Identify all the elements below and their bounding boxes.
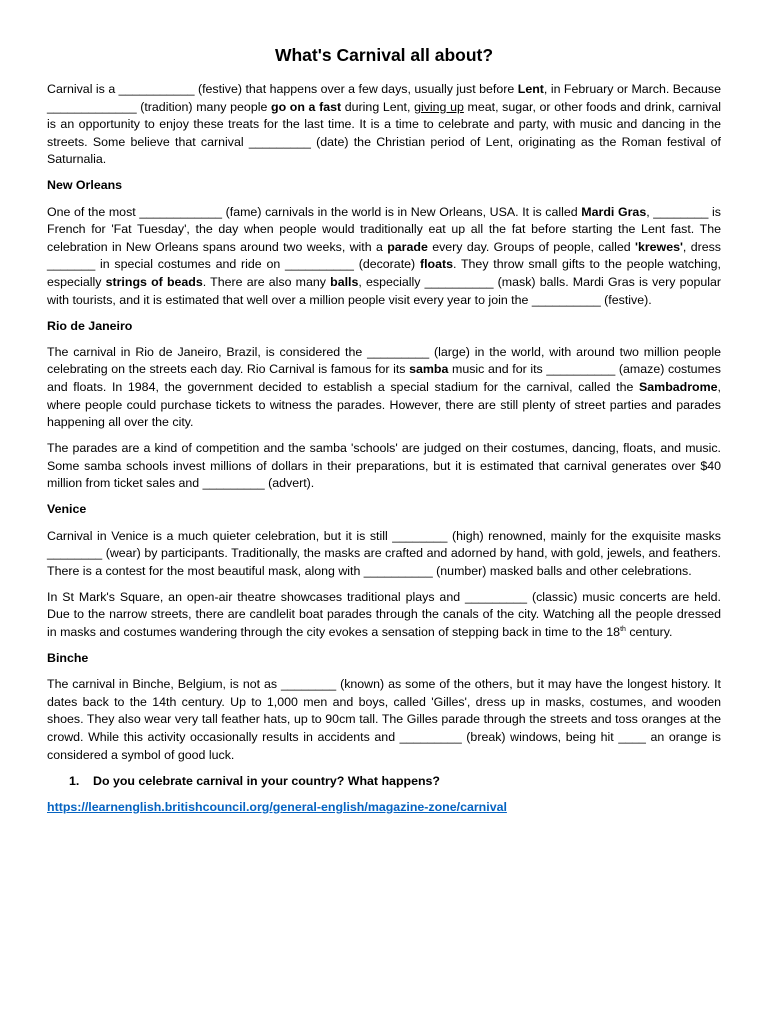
section-heading-new-orleans: New Orleans bbox=[47, 178, 123, 193]
rio-paragraph-1 bbox=[47, 344, 721, 432]
section-heading-venice: Venice bbox=[47, 502, 87, 517]
bold-term-samba: samba bbox=[409, 362, 449, 377]
new-orleans-paragraph bbox=[47, 204, 721, 310]
rio-paragraph-2: The parades are a kind of competition and the samba 'schools' are judged on their costumes, dancing, floats, and music. Some samba schools invest millions of dollars in their preparations, but it is estimated that carnival generates over $40 million from ticket sales and _________ (advert). bbox=[47, 441, 721, 491]
bold-term-sambadrome: Sambadrome bbox=[639, 379, 718, 394]
bold-term-parade: parade bbox=[387, 239, 428, 254]
paragraph-text: music and for its __________ (amaze) costumes and floats. In 1984, the government decided to establish a special stadium for the carnival, called the bbox=[47, 362, 721, 394]
paragraph-text: . They throw small gifts to the people watching, especially bbox=[47, 257, 721, 289]
venice-paragraph-2 bbox=[47, 589, 721, 642]
underlined-term-giving-up: giving up bbox=[414, 99, 464, 114]
bold-term-go-on-a-fast: go on a fast bbox=[271, 99, 342, 114]
superscript-th: th bbox=[620, 625, 626, 633]
bold-term-krewes: 'krewes' bbox=[635, 239, 683, 254]
paragraph-text: century. bbox=[625, 625, 673, 640]
venice-paragraph-1: Carnival in Venice is a much quieter celebration, but it is still ________ (high) renowned, mainly for the exquisite masks ________ (wear) by participants. Traditionally, the masks are crafted and adorned by hand, with gold, jewels, and feathers. There is a contest for the most beautiful mask, along with __________ (number) masked balls and other celebrations. bbox=[47, 528, 721, 578]
intro-text: during Lent, bbox=[341, 99, 415, 114]
intro-paragraph bbox=[47, 81, 721, 169]
bold-term-mardi-gras: Mardi Gras bbox=[581, 204, 647, 219]
section-heading-binche: Binche bbox=[47, 651, 89, 666]
paragraph-text: every day. Groups of people, called bbox=[427, 239, 635, 254]
paragraph-text: , ________ is French for 'Fat Tuesday', the day when people would traditionally eat up all the fat before starting the Lent fast. The celebration in New Orleans spans around two weeks, with a bbox=[47, 204, 721, 254]
paragraph-text: , where people could purchase tickets to witness the parades. However, there are still plenty of street parties and parades happening all over the city. bbox=[47, 379, 721, 430]
intro-text: meat, sugar, or other foods and drink, carnival is an opportunity to enjoy these treats for the last time. It is a time to celebrate and party, with music and dancing in the streets. Some believe that carnival _________ (date) the Christian period of Lent, originating as the Roman festival of Saturnalia. bbox=[47, 99, 721, 167]
bold-term-balls: balls bbox=[330, 274, 359, 289]
intro-text: , in February or March. Because _____________ (tradition) many people bbox=[47, 82, 722, 114]
paragraph-text: One of the most ____________ (fame) carnivals in the world is in New Orleans, USA. It is called bbox=[47, 204, 582, 219]
document-title: What's Carnival all about? bbox=[274, 45, 494, 65]
paragraph-text: . There are also many bbox=[202, 274, 331, 289]
question-text: Do you celebrate carnival in your country? What happens? bbox=[93, 773, 441, 788]
paragraph-text: In St Mark's Square, an open-air theatre showcases traditional plays and _________ (classic) music concerts are held. Due to the narrow streets, there are candlelit boat parades through the canals of the city. Watching all the people dressed in masks and costumes wandering through the city evokes a sensation of stepping back in time to the 18 bbox=[47, 589, 721, 640]
paragraph-text: , dress _______ in special costumes and ride on __________ (decorate) bbox=[47, 239, 721, 272]
paragraph-text: The carnival in Rio de Janeiro, Brazil, is considered the _________ (large) in the world, with around two million people celebrating on the streets each day. Rio Carnival is famous for its bbox=[47, 344, 721, 377]
paragraph-text: , especially __________ (mask) balls. Mardi Gras is very popular with tourists, and it is estimated that well over a million people visit every year to join the __________ (festive). bbox=[47, 274, 722, 307]
section-heading-rio: Rio de Janeiro bbox=[47, 318, 133, 333]
bold-term-lent: Lent bbox=[517, 82, 544, 96]
binche-paragraph: The carnival in Binche, Belgium, is not as ________ (known) as some of the others, but it may have the longest history. It dates back to the 14th century. Up to 1,000 men and boys, called 'Gilles', dress up in masks, costumes, and wooden shoes. They also wear very tall feather hats, up to 90cm tall. The Gilles parade through the streets and toss oranges at the crowd. While this activity occasionally results in accidents and _________ (break) windows, being hit ____ an orange is considered a symbol of good luck. bbox=[47, 677, 721, 762]
intro-text: Carnival is a ___________ (festive) that happens over a few days, usually just before bbox=[47, 82, 518, 96]
source-link[interactable]: https://learnenglish.britishcouncil.org/general-english/magazine-zone/carnival bbox=[47, 799, 507, 814]
discussion-question bbox=[47, 773, 721, 791]
bold-term-floats: floats bbox=[419, 257, 453, 272]
bold-term-strings-of-beads: strings of beads bbox=[105, 274, 203, 289]
source-link-row bbox=[47, 799, 721, 817]
question-number: 1. bbox=[69, 773, 80, 788]
